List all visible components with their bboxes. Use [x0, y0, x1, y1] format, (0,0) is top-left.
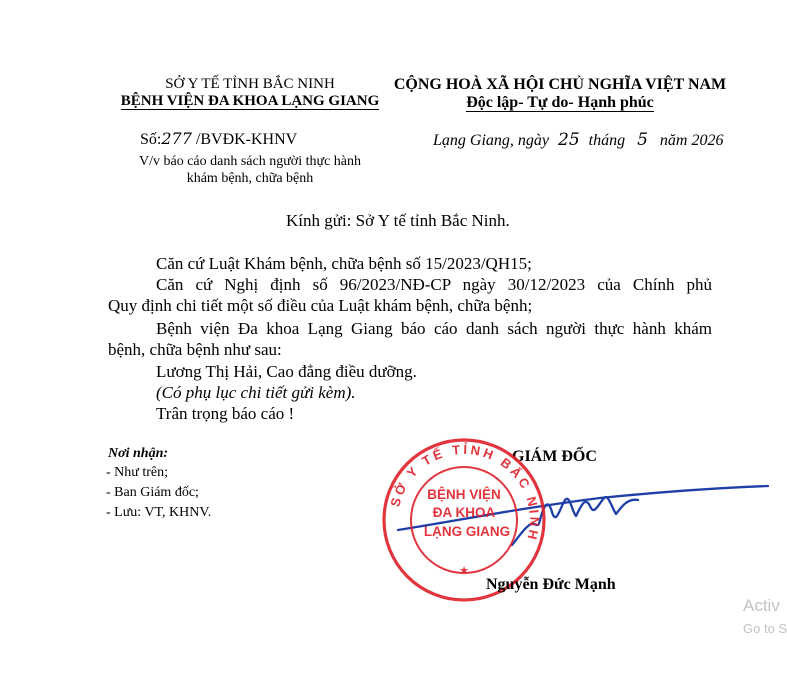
recipient-item: - Như trên;	[106, 465, 169, 480]
body-line-1: Căn cứ Luật Khám bệnh, chữa bệnh số 15/2023/QH15;	[156, 254, 532, 273]
stamp-line-3: LẠNG GIANG	[423, 524, 511, 539]
body-line-7: (Có phụ lục chi tiết gửi kèm).	[156, 383, 356, 402]
month-label: tháng	[588, 132, 626, 149]
signer-name: Nguyễn Đức Mạnh	[486, 576, 616, 593]
number-label: Số:	[140, 131, 162, 148]
body-line-3: Quy định chi tiết một số điều của Luật khám bệnh, chữa bệnh;	[108, 296, 533, 315]
number-value: 277	[161, 129, 192, 148]
recipient-item: - Ban Giám đốc;	[106, 485, 199, 500]
subject	[100, 153, 400, 187]
recipient-item: - Lưu: VT, KHNV.	[106, 505, 212, 520]
motto-wrap	[380, 94, 740, 112]
date-day: 25	[558, 130, 580, 150]
recipients-list	[106, 463, 211, 523]
year-text: năm 2026	[659, 132, 724, 149]
stamp-line-2: ĐA KHOA	[432, 505, 496, 520]
body-line-6: Lương Thị Hải, Cao đẳng điều dưỡng.	[156, 362, 417, 381]
svg-text:★: ★	[459, 564, 469, 577]
document-number	[140, 129, 297, 149]
activation-watermark-title: Activ	[743, 596, 780, 615]
signature-title: GIÁM ĐỐC	[512, 448, 597, 465]
department-name: SỞ Y TẾ TỈNH BẮC NINH	[165, 76, 335, 92]
place-date	[433, 130, 723, 150]
stamp-ring-text: SỞ Y TẾ TỈNH BẮC NINH	[387, 441, 543, 544]
body-line-5: bệnh, chữa bệnh như sau:	[108, 340, 282, 359]
place-label: Lạng Giang, ngày	[433, 132, 549, 149]
body-line-2: Căn cứ Nghị định số 96/2023/NĐ-CP ngày 30/12/2023 của Chính phủ	[156, 275, 712, 294]
number-code: /BVĐK-KHNV	[195, 131, 298, 148]
stamp-line-1: BỆNH VIỆN	[427, 487, 501, 502]
subject-line-2: khám bệnh, chữa bệnh	[186, 171, 314, 186]
recipients-title: Nơi nhận:	[108, 446, 169, 461]
subject-line-1: V/v báo cáo danh sách người thực hành	[138, 154, 362, 169]
nation-title: CỘNG HOÀ XÃ HỘI CHỦ NGHĨA VIỆT NAM	[393, 76, 727, 93]
motto: Độc lập- Tự do- Hạnh phúc	[466, 94, 654, 111]
body-line-4: Bệnh viện Đa khoa Lạng Giang báo cáo danh sách người thực hành khám	[156, 319, 712, 338]
body-line-8: Trân trọng báo cáo !	[156, 404, 295, 423]
hospital-name-wrap	[100, 93, 400, 110]
activation-watermark-subtitle: Go to S	[743, 621, 787, 636]
salutation: Kính gửi: Sở Y tế tỉnh Bắc Ninh.	[286, 211, 510, 230]
date-month: 5	[637, 130, 648, 150]
hospital-name: BỆNH VIỆN ĐA KHOA LẠNG GIANG	[120, 93, 380, 109]
